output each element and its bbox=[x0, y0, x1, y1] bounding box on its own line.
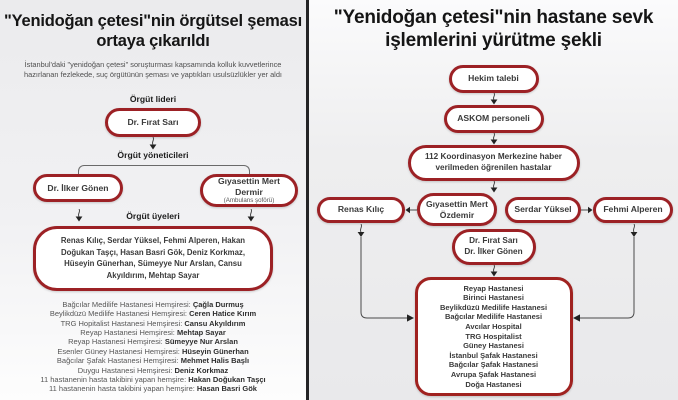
assignment-line: Bağcılar Medilife Hastanesi Hemşiresi: Çağla Durmuş bbox=[62, 299, 244, 309]
assignment-line: Duygu Hastanesi Hemşiresi: Deniz Korkmaz bbox=[77, 365, 229, 375]
manager-node bbox=[33, 174, 123, 202]
flow-step-112: 112 Koordinasyon Merkezine haber verilmeden öğrenilen hastalar bbox=[408, 145, 580, 181]
down-arrow-icon bbox=[487, 265, 501, 277]
hospital-name: Avrupa Şafak Hastanesi bbox=[450, 369, 537, 379]
members-label-row bbox=[0, 209, 306, 223]
courier-node: Renas Kılıç bbox=[317, 197, 405, 223]
assignment-line: TRG Hopitalist Hastanesi Hemşiresi: Cansu Akyıldırım bbox=[60, 318, 246, 328]
manager-note: (Ambulans şoförü) bbox=[223, 197, 275, 205]
assignment-line: Reyap Hastanesi Hemşiresi: Mehtap Sayar bbox=[80, 328, 226, 338]
manager-name: Gıyasettin Mert Dermir bbox=[217, 175, 281, 197]
couriers-row bbox=[309, 193, 678, 227]
org-chart-panel bbox=[0, 0, 306, 400]
courier-node: Gıyasettin Mert Özdemir bbox=[417, 193, 497, 226]
hospitals-node bbox=[415, 277, 573, 397]
assignment-line: 11 hastanenin hasta takibini yapan hemşire: Hakan Doğukan Taşçı bbox=[40, 375, 266, 385]
manager-name: Dr. İlker Gönen bbox=[47, 182, 109, 193]
hospital-name: TRG Hospitalist bbox=[465, 331, 522, 341]
hospital-name: Reyap Hastanesi bbox=[463, 283, 524, 293]
down-arrow-icon bbox=[244, 209, 258, 222]
doctor-name: Dr. Fırat Sarı bbox=[469, 236, 518, 246]
right-arrow-icon bbox=[581, 206, 593, 214]
referral-flow-panel bbox=[309, 0, 678, 400]
leader-node: Dr. Fırat Sarı bbox=[105, 108, 201, 137]
hospital-name: İstanbul Şafak Hastanesi bbox=[449, 350, 538, 360]
courier-node: Fehmi Alperen bbox=[593, 197, 673, 223]
assignment-line: Esenler Güney Hastanesi Hemşiresi: Hüseyin Günerhan bbox=[57, 346, 249, 356]
assignment-line: Beylikdüzü Medilife Hastanesi Hemşiresi: Ceren Hatice Kırım bbox=[49, 309, 257, 319]
hospital-name: Güney Hastanesi bbox=[463, 341, 524, 351]
managers-label: Örgüt yöneticileri bbox=[117, 150, 189, 161]
hospital-name: Doğa Hastanesi bbox=[465, 379, 522, 389]
assignment-line: Bağcılar Şafak Hastanesi Hemşiresi: Mehmet Halis Başlı bbox=[56, 356, 250, 366]
right-connector-arrow bbox=[567, 224, 645, 324]
down-arrow-icon bbox=[0, 137, 306, 149]
down-arrow-icon bbox=[487, 181, 501, 193]
left-panel-title: "Yenidoğan çetesi"nin örgütsel şeması ortaya çıkarıldı bbox=[3, 12, 302, 50]
manager-node bbox=[200, 174, 298, 207]
leader-label: Örgüt lideri bbox=[129, 94, 177, 105]
flow-column bbox=[309, 53, 678, 193]
right-panel-title: "Yenidoğan çetesi"nin hastane sevk işlemlerini yürütme şekli bbox=[333, 7, 654, 51]
doctors-node bbox=[452, 229, 536, 265]
down-arrow-icon bbox=[487, 93, 501, 105]
hospital-name: Bağcılar Şafak Hastanesi bbox=[448, 360, 539, 370]
hospital-name: Avcılar Hospital bbox=[465, 321, 522, 331]
doctor-name: Dr. İlker Gönen bbox=[464, 246, 523, 256]
hospital-name: Beylikdüzü Medilife Hastanesi bbox=[439, 302, 548, 312]
nurse-assignments-list bbox=[0, 300, 306, 394]
hospital-name: Bağcılar Medilife Hastanesi bbox=[444, 312, 543, 322]
left-panel-subtitle: İstanbul'daki "yenidoğan çetesi" soruşturması kapsamında kolluk kuvvetlerince hazırlanan fezlekede, suç örgütünün şeması ve yaptıkları usulsüzlükler yer aldı bbox=[24, 59, 282, 80]
managers-row bbox=[0, 174, 306, 207]
hospital-name: Birinci Hastanesi bbox=[463, 293, 524, 303]
left-connector-arrow bbox=[351, 224, 425, 324]
assignment-line: Reyap Hastanesi Hemşiresi: Sümeyye Nur Arslan bbox=[68, 337, 238, 347]
flow-step-hekim: Hekim talebi bbox=[449, 65, 539, 93]
assignment-line: 11 hastanenin hasta takibini yapan hemşire: Hasan Basri Gök bbox=[49, 384, 257, 394]
courier-node: Serdar Yüksel bbox=[505, 197, 581, 223]
members-node: Renas Kılıç, Serdar Yüksel, Fehmi Alperen, Hakan Doğukan Taşçı, Hasan Basri Gök, Deniz Korkmaz, Hüseyin Günerhan, Sümeyye Nur Arslan, Cansu Akyıldırım, Mehtap Sayar bbox=[33, 226, 273, 291]
left-arrow-icon bbox=[405, 206, 417, 214]
down-arrow-icon bbox=[487, 133, 501, 145]
members-label: Örgüt üyeleri bbox=[126, 211, 180, 222]
managers-bracket-line bbox=[78, 165, 250, 174]
flow-step-askom: ASKOM personeli bbox=[444, 105, 544, 133]
